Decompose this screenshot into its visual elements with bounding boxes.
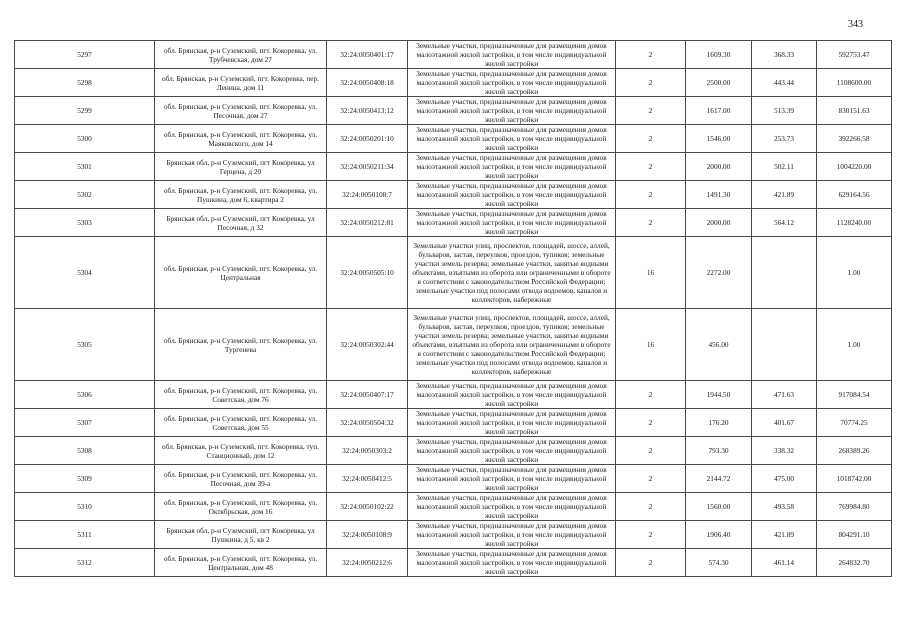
area-cell: 2000.00 [686,153,752,181]
table-row [15,465,892,493]
specific-value-cell: 401.67 [752,409,817,437]
cadastral-value-cell: 1.00 [817,309,892,381]
table-row [15,493,892,521]
row-number-cell: 5306 [15,381,155,409]
cadastral-value-cell: 1108600.00 [817,69,892,97]
table-body [15,41,892,577]
use-group-cell: 2 [616,521,686,549]
cadastral-value-cell: 592753.47 [817,41,892,69]
area-cell: 2144.72 [686,465,752,493]
row-number-cell: 5299 [15,97,155,125]
area-cell: 1906.40 [686,521,752,549]
table-row [15,437,892,465]
area-cell: 1491.30 [686,181,752,209]
area-cell: 574.30 [686,549,752,577]
area-cell: 1617.00 [686,97,752,125]
use-group-cell: 2 [616,69,686,97]
land-use-cell: Земельные участки, предназначенные для размещения домов малоэтажной жилой застройки, в том числе индивидуальной жилой застройки [408,153,616,181]
land-use-cell: Земельные участки, предназначенные для размещения домов малоэтажной жилой застройки, в том числе индивидуальной жилой застройки [408,493,616,521]
cadastral-number-cell: 32:24:0050505:10 [327,237,408,309]
table-row [15,153,892,181]
cadastral-number-cell: 32:24:0050413:12 [327,97,408,125]
specific-value-cell: 253.73 [752,125,817,153]
land-use-cell: Земельные участки, предназначенные для размещения домов малоэтажной жилой застройки, в том числе индивидуальной жилой застройки [408,409,616,437]
use-group-cell: 2 [616,97,686,125]
cadastral-number-cell: 32:24:0050407:17 [327,381,408,409]
row-number-cell: 5303 [15,209,155,237]
land-use-cell: Земельные участки, предназначенные для размещения домов малоэтажной жилой застройки, в том числе индивидуальной жилой застройки [408,549,616,577]
specific-value-cell: 421.89 [752,521,817,549]
cadastral-number-cell: 32:24:0050201:10 [327,125,408,153]
row-number-cell: 5311 [15,521,155,549]
area-cell: 1560.00 [686,493,752,521]
address-cell: обл. Брянская, р-н Суземский, пгт. Кокоревка, ул. Октябрьская, дом 16 [155,493,327,521]
table-row [15,309,892,381]
cadastral-value-cell: 392266.58 [817,125,892,153]
use-group-cell: 2 [616,125,686,153]
specific-value-cell: 461.14 [752,549,817,577]
address-cell: обл. Брянская, р-н Суземский, пгт. Кокоревка, пер. Ленина, дом 11 [155,69,327,97]
use-group-cell: 2 [616,209,686,237]
address-cell: обл. Брянская, р-н Суземский, пгт. Кокоревка, ул. Советская, дом 76 [155,381,327,409]
specific-value-cell [752,309,817,381]
use-group-cell: 2 [616,437,686,465]
table-row [15,209,892,237]
specific-value-cell: 471.63 [752,381,817,409]
cadastral-value-cell: 917084.54 [817,381,892,409]
use-group-cell: 16 [616,309,686,381]
table-row [15,97,892,125]
use-group-cell: 2 [616,181,686,209]
specific-value-cell: 338.32 [752,437,817,465]
cadastral-number-cell: 32:24:0050504:32 [327,409,408,437]
address-cell: Брянская обл, р-н Суземский, пгт Кокоревка, ул Герцена, д 20 [155,153,327,181]
area-cell: 2500.00 [686,69,752,97]
area-cell: 793.30 [686,437,752,465]
use-group-cell: 2 [616,381,686,409]
cadastral-value-cell: 268389.26 [817,437,892,465]
land-use-cell: Земельные участки улиц, проспектов, площадей, шоссе, аллей, бульваров, застав, переулков, проездов, тупиков; земельные участки земель резерва; земельные участки, занятые водными объектами, изъятыми из оборота или ограниченными в обороте в соответствии с законодательством Российской Федерации; земельные участки под полосами отвода водоемов, каналов и коллекторов, набережные [408,309,616,381]
row-number-cell: 5309 [15,465,155,493]
page-number: 343 [848,19,863,30]
land-register-table [14,40,892,577]
row-number-cell: 5304 [15,237,155,309]
address-cell: обл. Брянская, р-н Суземский, пгт. Кокоревка, ул. Песочная, дом 27 [155,97,327,125]
cadastral-value-cell: 1.00 [817,237,892,309]
cadastral-number-cell: 32:24:0050412:5 [327,465,408,493]
address-cell: обл. Брянская, р-н Суземский, пгт. Кокоревка, ул. Центральная [155,237,327,309]
land-use-cell: Земельные участки, предназначенные для размещения домов малоэтажной жилой застройки, в том числе индивидуальной жилой застройки [408,521,616,549]
row-number-cell: 5308 [15,437,155,465]
land-use-cell: Земельные участки, предназначенные для размещения домов малоэтажной жилой застройки, в том числе индивидуальной жилой застройки [408,97,616,125]
cadastral-value-cell: 1018742.00 [817,465,892,493]
table-row [15,521,892,549]
cadastral-value-cell: 1004220.00 [817,153,892,181]
address-cell: Брянская обл, р-н Суземский, пгт Кокоревка, ул Песочная, д 32 [155,209,327,237]
cadastral-value-cell: 264832.70 [817,549,892,577]
area-cell: 1609.30 [686,41,752,69]
table-row [15,549,892,577]
table-row [15,381,892,409]
land-use-cell: Земельные участки, предназначенные для размещения домов малоэтажной жилой застройки, в том числе индивидуальной жилой застройки [408,437,616,465]
table-row [15,237,892,309]
table-row [15,125,892,153]
address-cell: обл. Брянская, р-н Суземский, пгт. Кокоревка, ул. Песочная, дом 39-а [155,465,327,493]
cadastral-number-cell: 32:24:0050303:2 [327,437,408,465]
row-number-cell: 5312 [15,549,155,577]
land-use-cell: Земельные участки, предназначенные для размещения домов малоэтажной жилой застройки, в том числе индивидуальной жилой застройки [408,41,616,69]
cadastral-value-cell: 629164.56 [817,181,892,209]
address-cell: обл. Брянская, р-н Суземский, пгт. Кокоревка, ул. Маяковского, дом 14 [155,125,327,153]
land-use-cell: Земельные участки, предназначенные для размещения домов малоэтажной жилой застройки, в том числе индивидуальной жилой застройки [408,125,616,153]
cadastral-number-cell: 32:24:0050302:44 [327,309,408,381]
specific-value-cell: 564.12 [752,209,817,237]
row-number-cell: 5310 [15,493,155,521]
cadastral-number-cell: 32:24:0050108:9 [327,521,408,549]
cadastral-number-cell: 32:24:0050212:6 [327,549,408,577]
address-cell: обл. Брянская, р-н Суземский, пгт. Кокоревка, туп. Станционный, дом 12 [155,437,327,465]
row-number-cell: 5305 [15,309,155,381]
area-cell: 456.00 [686,309,752,381]
use-group-cell: 2 [616,465,686,493]
row-number-cell: 5302 [15,181,155,209]
land-use-cell: Земельные участки, предназначенные для размещения домов малоэтажной жилой застройки, в том числе индивидуальной жилой застройки [408,381,616,409]
cadastral-number-cell: 32:24:0050102:22 [327,493,408,521]
row-number-cell: 5301 [15,153,155,181]
use-group-cell: 2 [616,41,686,69]
specific-value-cell [752,237,817,309]
address-cell: обл. Брянская, р-н Суземский, пгт. Кокоревка, ул. Трубчевская, дом 27 [155,41,327,69]
land-use-cell: Земельные участки улиц, проспектов, площадей, шоссе, аллей, бульваров, застав, переулков, проездов, тупиков; земельные участки земель резерва; земельные участки, занятые водными объектами, изъятыми из оборота или ограниченными в обороте в соответствии с законодательством Российской Федерации; земельные участки под полосами отвода водоемов, каналов и коллекторов, набережные [408,237,616,309]
address-cell: обл. Брянская, р-н Суземский, пгт. Кокоревка, ул. Центральная, дом 48 [155,549,327,577]
table-row [15,69,892,97]
address-cell: Брянская обл, р-н Суземский, пгт Кокоревка, ул Пушкина, д 5, кв 2 [155,521,327,549]
use-group-cell: 2 [616,549,686,577]
area-cell: 1944.50 [686,381,752,409]
row-number-cell: 5297 [15,41,155,69]
cadastral-number-cell: 32:24:0050408:18 [327,69,408,97]
area-cell: 176.20 [686,409,752,437]
area-cell: 2000.00 [686,209,752,237]
row-number-cell: 5300 [15,125,155,153]
specific-value-cell: 475.00 [752,465,817,493]
table-row [15,41,892,69]
row-number-cell: 5298 [15,69,155,97]
cadastral-value-cell: 830151.63 [817,97,892,125]
specific-value-cell: 502.11 [752,153,817,181]
table-row [15,181,892,209]
specific-value-cell: 513.39 [752,97,817,125]
specific-value-cell: 421.89 [752,181,817,209]
table-row [15,409,892,437]
area-cell: 2272.00 [686,237,752,309]
land-use-cell: Земельные участки, предназначенные для размещения домов малоэтажной жилой застройки, в том числе индивидуальной жилой застройки [408,465,616,493]
cadastral-number-cell: 32:24:0050108:7 [327,181,408,209]
use-group-cell: 16 [616,237,686,309]
use-group-cell: 2 [616,493,686,521]
specific-value-cell: 493.58 [752,493,817,521]
address-cell: обл. Брянская, р-н Суземский, пгт. Кокоревка, ул. Тургенева [155,309,327,381]
row-number-cell: 5307 [15,409,155,437]
address-cell: обл. Брянская, р-н Суземский, пгт. Кокоревка, ул. Пушкина, дом 6, квартира 2 [155,181,327,209]
land-use-cell: Земельные участки, предназначенные для размещения домов малоэтажной жилой застройки, в том числе индивидуальной жилой застройки [408,181,616,209]
cadastral-value-cell: 1128240.00 [817,209,892,237]
specific-value-cell: 443.44 [752,69,817,97]
specific-value-cell: 368.33 [752,41,817,69]
area-cell: 1546.00 [686,125,752,153]
use-group-cell: 2 [616,153,686,181]
cadastral-value-cell: 804291.10 [817,521,892,549]
use-group-cell: 2 [616,409,686,437]
cadastral-number-cell: 32:24:0050401:17 [327,41,408,69]
cadastral-value-cell: 769984.80 [817,493,892,521]
cadastral-number-cell: 32:24:0050211:34 [327,153,408,181]
land-use-cell: Земельные участки, предназначенные для размещения домов малоэтажной жилой застройки, в том числе индивидуальной жилой застройки [408,69,616,97]
address-cell: обл. Брянская, р-н Суземский, пгт. Кокоревка, ул. Советская, дом 55 [155,409,327,437]
cadastral-value-cell: 70774.25 [817,409,892,437]
cadastral-number-cell: 32:24:0050212:81 [327,209,408,237]
land-use-cell: Земельные участки, предназначенные для размещения домов малоэтажной жилой застройки, в том числе индивидуальной жилой застройки [408,209,616,237]
